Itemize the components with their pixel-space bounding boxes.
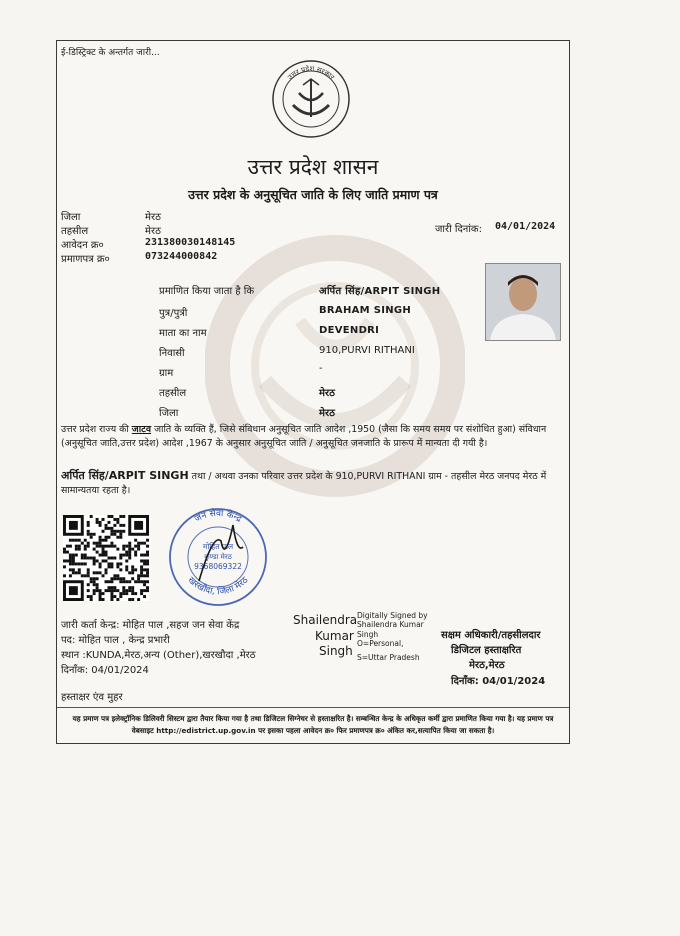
residence-paragraph: अर्पित सिंह/ARPIT SINGH तथा / अथवा उनका परिवार उत्तर प्रदेश के 910,PURVI RITHANI ग्राम - तहसील मेरठ जनपद मेरठ में सामान्यतया रहता है।	[61, 469, 547, 496]
issue-date-value: 04/01/2024	[495, 221, 556, 232]
district-value: मेरठ	[145, 212, 161, 223]
digital-sign-detail-5: S=Uttar Pradesh	[357, 653, 420, 662]
jan-seva-kendra-seal-icon	[163, 503, 273, 611]
resident-label: निवासी	[159, 348, 185, 359]
issuer-place: स्थान :KUNDA,मेरठ,अन्य (Other),खरखौदा ,मेरठ	[61, 650, 256, 661]
application-label: आवेदन क्र०	[61, 240, 104, 251]
header-note: ई-डिस्ट्रिक्ट के अन्तर्गत जारी...	[61, 48, 160, 58]
village-label: ग्राम	[159, 368, 174, 379]
tehsil-label: तहसील	[61, 226, 89, 237]
tehsil-value: मेरठ	[145, 226, 161, 237]
up-government-emblem-icon	[269, 57, 353, 141]
digital-sign-detail-2: Shailendra Kumar	[357, 620, 424, 629]
details-district-value: मेरठ	[319, 408, 335, 419]
caste-paragraph: उत्तर प्रदेश राज्य की जाटव जाति के व्यक्ति हैं, जिसे संविधान अनुसूचित जाति आदेश ,1950 (जैसा कि समय समय पर संशोधित हुआ) संविधान (अनुसूचित जाति,उत्तर प्रदेश) आदेश ,1967 के अनुसार अनुसूचित जाति / अनुसूचित जनजाति के प्रारूप में मान्यता दी गयी है।	[61, 424, 547, 449]
svg-text:उत्तर प्रदेश सरकार: उत्तर प्रदेश सरकार	[286, 64, 336, 82]
applicant-name-inline: अर्पित सिंह/ARPIT SINGH	[61, 469, 189, 482]
application-number: 231380030148145	[145, 237, 236, 248]
digital-sign-name-2: Kumar	[315, 629, 354, 643]
authority-title: सक्षम अधिकारी/तहसीलदार	[441, 630, 541, 641]
village-value: -	[319, 363, 323, 374]
issuing-center: जारी कर्ता केन्द्र: मोहित पाल ,सहज जन सेवा केंद्र	[61, 620, 240, 631]
details-tehsil-label: तहसील	[159, 388, 187, 399]
footer-note: यह प्रमाण पत्र इलेक्ट्रॉनिक डिलिवरी सिस्टम द्वारा तैयार किया गया है तथा डिजिटल सिग्नेचर से हस्ताक्षरित है। सम्बन्धित केन्द्र के अधिकृत कर्मी द्वारा प्रमाणित किया गया है। यह प्रमाण पत्र वेबसाइट http://edistrict.up.gov.in पर इसका पहला आवेदन क्र० फिर प्रमाणपत्र क्र० अंकित कर,सत्यापित किया जा सकता है।	[72, 714, 554, 735]
digital-sign-name-3: Singh	[319, 644, 353, 658]
certificate-heading: उत्तर प्रदेश शासन	[247, 155, 379, 179]
issuer-post: पद: मोहित पाल , केन्द्र प्रभारी	[61, 635, 170, 646]
certificate-label: प्रमाणपत्र क्र०	[61, 254, 110, 265]
digital-sign-detail-4: O=Personal,	[357, 639, 404, 648]
watermark-emblem-icon	[205, 231, 465, 501]
certified-label: प्रमाणित किया जाता है कि	[159, 286, 255, 297]
district-label: जिला	[61, 212, 81, 223]
certificate-number: 073244000842	[145, 251, 218, 262]
caste-name: जाटव	[131, 424, 152, 435]
authority-place: मेरठ,मेरठ	[469, 660, 505, 671]
certified-name: अर्पित सिंह/ARPIT SINGH	[319, 286, 441, 297]
certificate-subtitle: उत्तर प्रदेश के अनुसूचित जाति के लिए जाति प्रमाण पत्र	[188, 187, 438, 202]
issue-date-label: जारी दिनांक:	[435, 224, 482, 235]
authority-digital: डिजिटल हस्ताक्षरित	[451, 645, 522, 656]
svg-text:9368069322: 9368069322	[194, 562, 242, 571]
authority-date: दिनाँक: 04/01/2024	[451, 676, 546, 687]
certificate-frame	[56, 40, 570, 744]
svg-text:मोहित पाल: मोहित पाल	[202, 542, 234, 551]
father-name: BRAHAM SINGH	[319, 305, 412, 316]
qr-code	[63, 515, 149, 601]
digital-sign-detail-3: Singh	[357, 630, 379, 639]
details-tehsil-value: मेरठ	[319, 388, 335, 399]
svg-text:जन सेवा केन्द्र: जन सेवा केन्द्र	[193, 508, 243, 525]
details-district-label: जिला	[159, 408, 179, 419]
mother-name: DEVENDRI	[319, 325, 380, 336]
svg-text:कुण्डा मेरठ: कुण्डा मेरठ	[204, 553, 232, 561]
digital-sign-detail-1: Digitally Signed by	[357, 611, 428, 620]
person-photo-icon	[486, 264, 560, 340]
footer-divider	[57, 707, 569, 708]
applicant-photo	[485, 263, 561, 341]
resident-value: 910,PURVI RITHANI	[319, 345, 415, 356]
svg-text:खरखौदा, जिला मेरठ: खरखौदा, जिला मेरठ	[185, 575, 251, 598]
digital-sign-name-1: Shailendra	[293, 613, 358, 627]
issuer-date: दिनाँक: 04/01/2024	[61, 665, 149, 676]
son-of-label: पुत्र/पुत्री	[159, 308, 188, 319]
mother-label: माता का नाम	[159, 328, 207, 339]
signature-seal-label: हस्ताक्षर एंव मुहर	[61, 692, 123, 703]
